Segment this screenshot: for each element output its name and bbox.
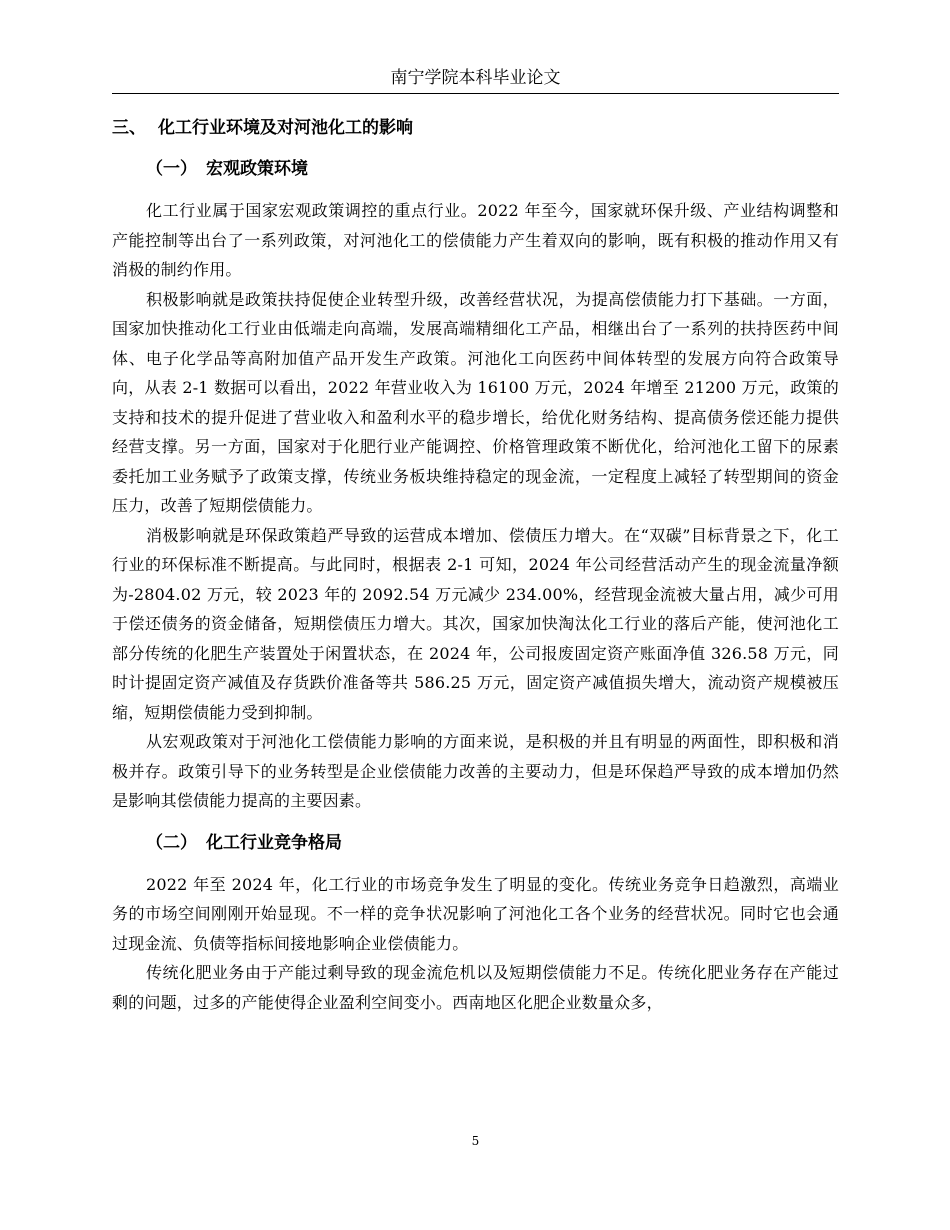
section-heading — [112, 113, 839, 144]
subsection-title-2: 化工行业竞争格局 — [206, 832, 342, 853]
paragraph: 化工行业属于国家宏观政策调控的重点行业。2022 年至今，国家就环保升级、产业结构调整和产能控制等出台了一系列政策，对河池化工的偿债能力产生着双向的影响，既有积极的推动作用又有消极的制约作用。 — [112, 201, 839, 279]
section-number: 三、 — [112, 118, 146, 138]
page-body — [112, 113, 839, 1017]
section-title: 化工行业环境及对河池化工的影响 — [158, 118, 413, 138]
subsection-heading-1 — [112, 154, 839, 185]
paragraph: 2022 年至 2024 年，化工行业的市场竞争发生了明显的变化。传统业务竞争日趋激烈，高端业务的市场空间刚刚开始显现。不一样的竞争状况影响了河池化工各个业务的经营状况。同时它也会通过现金流、负债等指标间接地影响企业偿债能力。 — [112, 874, 839, 953]
paragraph: 消极影响就是环保政策趋严导致的运营成本增加、偿债压力增大。在“双碳”目标背景之下，化工行业的环保标准不断提高。与此同时，根据表 2-1 可知，2024 年公司经营活动产生的现金流量净额为-2804.02 万元，较 2023 年的 2092.54 万元减少 234.00%，经营现金流被大量占用，减少可用于偿还债务的资金储备，短期偿债压力增大。其次，国家加快淘汰化工行业的落后产能，使河池化工部分传统的化肥生产装置处于闲置状态，在 2024 年，公司报废固定资产账面净值 326.58 万元，同时计提固定资产减值及存货跌价准备等共 586.25 万元，固定资产减值损失增大，流动资产规模被压缩，短期偿债能力受到抑制。 — [112, 525, 839, 722]
subsection-title-1: 宏观政策环境 — [206, 159, 308, 179]
paragraph: 从宏观政策对于河池化工偿债能力影响的方面来说，是积极的并且有明显的两面性，即积极和消极并存。政策引导下的业务转型是企业偿债能力改善的主要动力，但是环保趋严导致的成本增加仍然是影响其偿债能力提高的主要因素。 — [112, 732, 839, 810]
paragraph: 传统化肥业务由于产能过剩导致的现金流危机以及短期偿债能力不足。传统化肥业务存在产能过剩的问题，过多的产能使得企业盈利空间变小。西南地区化肥企业数量众多， — [112, 963, 839, 1012]
header-rule — [112, 93, 839, 94]
spacer — [112, 816, 839, 828]
page-number: 5 — [471, 1134, 480, 1148]
subsection-number-2: （二） — [146, 832, 197, 853]
subsection-heading-2 — [112, 828, 839, 859]
subsection-number-1: （一） — [146, 159, 197, 179]
paragraph: 积极影响就是政策扶持促使企业转型升级，改善经营状况，为提高偿债能力打下基础。一方面，国家加快推动化工行业由低端走向高端，发展高端精细化工产品，相继出台了一系列的扶持医药中间体、电子化学品等高附加值产品开发生产政策。河池化工向医药中间体转型的发展方向符合政策导向，从表 2-1 数据可以看出，2022 年营业收入为 16100 万元，2024 年增至 21200 万元，政策的支持和技术的提升促进了营业收入和盈利水平的稳步增长，给优化财务结构、提高债务偿还能力提供经营支撑。另一方面，国家对于化肥行业产能调控、价格管理政策不断优化，给河池化工留下的尿素委托加工业务赋予了政策支撑，传统业务板块维持稳定的现金流，一定程度上减轻了转型期间的资金压力，改善了短期偿债能力。 — [112, 289, 839, 515]
page-header: 南宁学院本科毕业论文 — [390, 68, 561, 88]
